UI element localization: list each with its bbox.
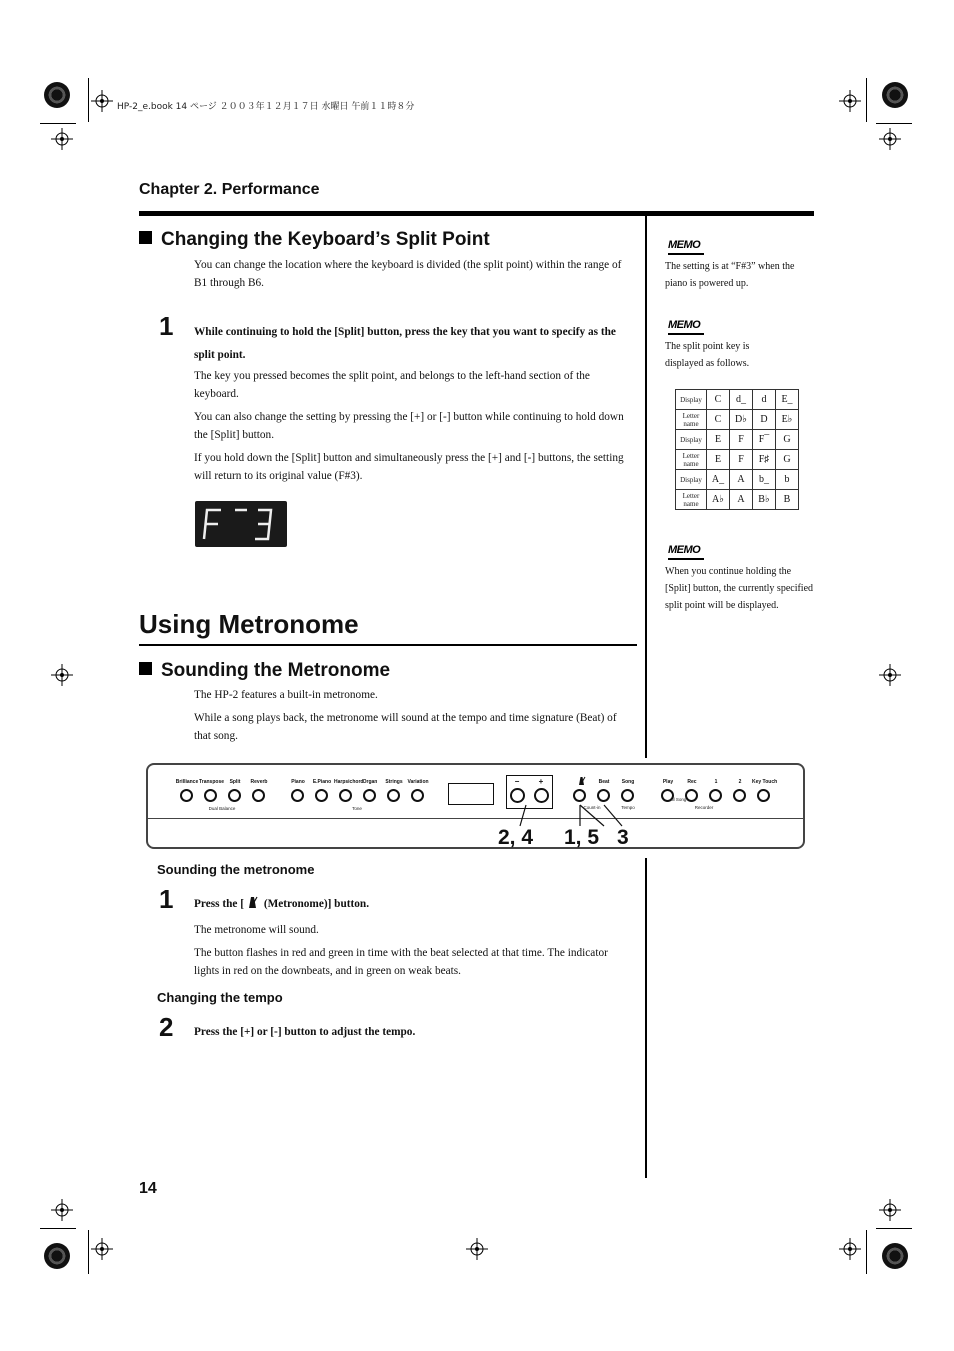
header-rule [139,211,814,216]
crop-mark [876,1228,912,1229]
panel-button-label: Rec [687,779,697,785]
panel-button-label: E.Piano [312,779,332,785]
panel-display-window [448,783,494,805]
panel-section-label: Dual Balance [208,806,236,811]
table-cell: A [730,490,753,510]
panel-section-label: Tone [352,806,362,811]
registration-mark-top-left [44,82,70,108]
table-row-header: Letter name [676,490,707,510]
table-row-header: Display [676,390,707,410]
heading-text: Changing the Keyboard’s Split Point [161,229,490,250]
table-cell: D [753,410,776,430]
step-number: 1 [159,884,174,914]
subheading: Sounding the metronome [157,862,315,877]
table-cell: E [707,430,730,450]
panel-section-label: Tempo [621,805,635,810]
table-row [676,450,799,470]
table-cell: b_ [753,470,776,490]
table-cell: G [776,450,799,470]
table-cell: C [707,390,730,410]
square-bullet-icon [139,231,152,244]
table-row [676,490,799,510]
table-row-header: Display [676,430,707,450]
split-intro: You can change the location where the keyboard is divided (the split point) within the range of B1 through B6. [194,259,622,289]
memo-icon: MEMO [668,239,704,255]
table-cell: F [730,450,753,470]
table-row-header: Display [676,470,707,490]
panel-button-label: Brilliance [175,779,199,785]
memo-icon: MEMO [668,544,704,560]
split-point-table [675,389,799,510]
panel-button-label: − [514,777,520,786]
panel-button-label: + [538,777,544,786]
paragraph: While a song plays back, the metronome will sound at the tempo and time signature (Beat) of that song. [194,712,617,742]
table-cell: E [707,450,730,470]
crosshair-mark [51,1199,73,1221]
panel-button [411,789,424,802]
panel-button [339,789,352,802]
panel-button-label: Harpsichord [334,779,364,785]
crop-mark [866,1230,867,1274]
table-cell: B [776,490,799,510]
callout-label: 3 [617,826,629,849]
page-title-metronome: Using Metronome [139,609,359,639]
crosshair-mark [51,128,73,150]
crosshair-mark [879,664,901,686]
lcd-f3-segments [195,501,287,547]
panel-button-label: Piano [291,779,305,785]
registration-mark-bottom-left [44,1243,70,1269]
table-cell: G [776,430,799,450]
panel-button-label: Transpose [199,779,225,785]
table-cell: C [707,410,730,430]
paragraph: The key you pressed becomes the split point, and belongs to the left-hand section of the keyboard. [194,370,590,400]
paragraph: The button flashes in red and green in time with the beat selected at that time. The indicator lights in red on the downbeats, and in green on weak beats. [194,947,608,977]
step-title: While continuing to hold the [Split] button, press the key that you want to specify as the split point. [194,326,616,361]
crosshair-mark [91,90,113,112]
crosshair-mark [839,1238,861,1260]
table-cell: F¯ [753,430,776,450]
lcd-text [195,501,196,502]
panel-button-label: Split [229,779,241,785]
table-cell: F♯ [753,450,776,470]
paragraph: The HP-2 features a built-in metronome. [194,689,378,701]
step-text: Press the [ [194,898,244,910]
table-cell: E♭ [776,410,799,430]
crosshair-mark [51,664,73,686]
table-cell: A_ [707,470,730,490]
step-text: (Metronome)] button. [261,898,370,910]
registration-mark-bottom-right [882,1243,908,1269]
paragraph: If you hold down the [Split] button and simultaneously press the [+] and [-] buttons, the setting will return to its original value (F#3). [194,452,624,482]
split-point-heading [139,229,490,251]
table-row-header: Letter name [676,450,707,470]
title-rule [139,644,637,646]
callout-label: 2, 4 [498,826,534,849]
panel-button [733,789,746,802]
panel-button-label: Play [662,779,674,785]
table-cell: E_ [776,390,799,410]
panel-button [315,789,328,802]
page-number: 14 [139,1180,157,1197]
panel-section-label: Count-in [583,805,601,810]
metronome-icon [247,896,258,908]
step-number: 2 [159,1012,174,1042]
file-info: HP-2_e.book 14 ページ ２００３年１２月１７日 水曜日 午前１１時８分 [117,102,415,112]
panel-divider [148,818,804,819]
step-number: 1 [159,311,174,341]
paragraph: The metronome will sound. [194,924,319,936]
panel-button [387,789,400,802]
panel-button [291,789,304,802]
crosshair-mark [466,1238,488,1260]
panel-button [363,789,376,802]
square-bullet-icon [139,662,152,675]
metronome-icon [577,776,586,785]
panel-button-label: Strings [385,779,403,785]
table-row [676,390,799,410]
panel-section-label: Recorder [694,805,714,810]
memo-text: When you continue holding the [Split] button, the currently specified split point will be displayed. [665,566,814,611]
table-row [676,430,799,450]
panel-button-label: Beat [598,779,610,785]
panel-button-label: Organ [362,779,378,785]
table-cell: b [776,470,799,490]
table-cell: D♭ [730,410,753,430]
panel-button [180,789,193,802]
panel-button-label: 2 [738,779,742,785]
table-row [676,410,799,430]
crosshair-mark [879,128,901,150]
crosshair-mark [839,90,861,112]
panel-button [709,789,722,802]
crop-mark [876,123,912,124]
column-divider [645,858,647,1178]
memo-text: The setting is at “F#3” when the piano is powered up. [665,261,795,289]
panel-button [252,789,265,802]
paragraph: You can also change the setting by pressing the [+] or [-] button while continuing to hold down the [Split] button. [194,411,624,441]
sounding-metronome-heading [139,660,390,682]
panel-button [228,789,241,802]
step-title [194,895,634,913]
table-row [676,470,799,490]
crop-mark [88,1230,89,1274]
panel-button-label: Reverb [250,779,268,785]
subheading: Changing the tempo [157,990,283,1005]
memo-icon: MEMO [668,319,704,335]
table-cell: B♭ [753,490,776,510]
registration-mark-top-right [882,82,908,108]
panel-button-label: 1 [714,779,718,785]
panel-button-label: Key Touch [752,779,778,785]
step-title: Press the [+] or [-] button to adjust the tempo. [194,1026,416,1038]
chapter-title: Chapter 2. Performance [139,181,320,198]
table-cell: A♭ [707,490,730,510]
table-cell: A [730,470,753,490]
panel-button [757,789,770,802]
heading-text: Sounding the Metronome [161,660,391,681]
table-cell: d [753,390,776,410]
table-row-header: Letter name [676,410,707,430]
callout-label: 1, 5 [564,826,600,849]
table-cell: d_ [730,390,753,410]
panel-button [204,789,217,802]
crosshair-mark [879,1199,901,1221]
crop-mark [40,1228,76,1229]
table-cell: F [730,430,753,450]
crop-mark [866,78,867,122]
crop-mark [88,78,89,122]
column-divider [645,216,647,758]
crop-mark [40,123,76,124]
memo-text: The split point key is displayed as follows. [665,341,750,369]
panel-button-label: Variation [407,779,429,785]
panel-section-label: All Song [669,797,687,802]
crosshair-mark [91,1238,113,1260]
lcd-display [195,501,287,547]
panel-button-label: Song [621,779,635,785]
